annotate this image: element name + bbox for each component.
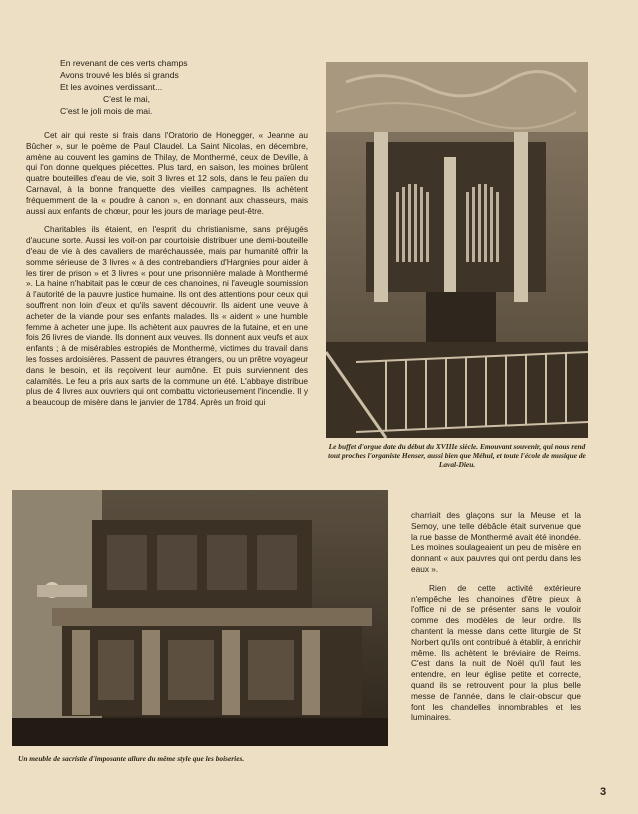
poem-line: En revenant de ces verts champs — [60, 58, 188, 68]
poem-line: C'est le joli mois de mai. — [60, 106, 153, 116]
paragraph: charriait des glaçons sur la Meuse et la Semoy, une telle débâcle était survenue que la rue basse de Monthermé avait été inondée. Les moines soulageaient un peu de misère en donnant « aux pauvres qui ont perdu dans les eaux ». — [411, 510, 581, 574]
organ-photo — [326, 62, 588, 438]
page-number: 3 — [600, 786, 607, 798]
poem-line: Et les avoines verdissant... — [60, 82, 163, 92]
paragraph: Rien de cette activité extérieure n'empêche les chanoines d'être pieux à l'office ni de se présenter sans le vouloir comme des modèles de leur ordre. Ils chantent la messe dans cette liturgie de St Norbert qu'ils ont contribué à établir, à enrichir même. Ils achètent le bréviaire de Reims. C'est dans la nuit de Noël qu'il faut les entendre, en leur église petite et correcte, quand ils se retrouvent pour la plus belle messe de l'année, dans le clair-obscur que font les chandelles innombrables et les luminaires. — [411, 582, 581, 723]
left-column-text — [26, 130, 308, 416]
poem — [60, 57, 290, 117]
organ-photo-caption: Le buffet d'orgue date du début du XVIIIe siècle. Emouvant souvenir, qui nous rend tout proches l'organiste Henser, aussi bien que Méhul, et toute l'école de musique de Laval-Dieu. — [328, 442, 586, 469]
sacristy-furniture-photo — [12, 490, 388, 746]
sacristy-photo-caption: Un meuble de sacristie d'imposante allure du même style que les boiseries. — [18, 754, 245, 763]
poem-line: Avons trouvé les blés si grands — [60, 70, 179, 80]
paragraph: Charitables ils étaient, en l'esprit du christianisme, sans préjugés d'aucune sorte. Aussi les voit-on par courtoisie distribuer une demi-bouteille d'eau de vie à des cavaliers de maréchaussée, mais par humanité offrir la somme sérieuse de 3 livres « à des contrebandiers d'Hargnies pour aider à les tirer de prison » et 3 livres « pour une prisonnière malade à Monthermé ». La haine n'habitait pas le cœur de ces chanoines, ni l'aveugle soumission à l'autorité de la pauvre justice humaine. Ils ont des attentions pour ceux qui souffrent non loin d'eux et qu'ils savent découvrir. Ils aident une veuve à acheter de la viande pour ses enfants malades. Ils « aident » une humble femme à acheter une jupe. Ils achètent aux pauvres de la futaine, et en une fois 26 livres de viande. Ils donnent aux veuves. Ils donnent aux veufs et aux enfants ; à de misérables estropiés de Monthermé, victimes du travail dans les fosses ardoisières. Passent de pauvres étrangers, ou un prêtre voyageur dans le besoin, et ils reçoivent leur aumône. Et puis surviennent des calamités. Le feu a pris aux sarts de la commune un été. L'abbaye distribue plus de 4 livres aux ouvriers qui ont combattu victorieusement l'incendie. Il y a beaucoup de misère dans le janvier de 1784. Après un froid qui — [26, 224, 308, 408]
paragraph: Cet air qui reste si frais dans l'Oratorio de Honegger, « Jeanne au Bûcher », sur le poème de Paul Claudel. La Saint Nicolas, en décembre, amène au couvent les gamins de Thilay, de Monthermé, ceux de Deville, à qui l'on donne quelques piécettes. Plus tard, en saison, les moines brûlent quatre bouteilles d'eau de vie, soit 3 livres et 12 sols, dans le feu païen du Carnaval, à la bonne franquette des vieilles campagnes. Ils achètent fréquemment de la « poudre à canon », en donnant aux chasseurs, mais aussi aux enfants de chœur, pour les jours de mariage peut-être. — [26, 130, 308, 216]
right-column-text — [411, 510, 581, 731]
poem-line: C'est le mai, — [103, 94, 151, 104]
